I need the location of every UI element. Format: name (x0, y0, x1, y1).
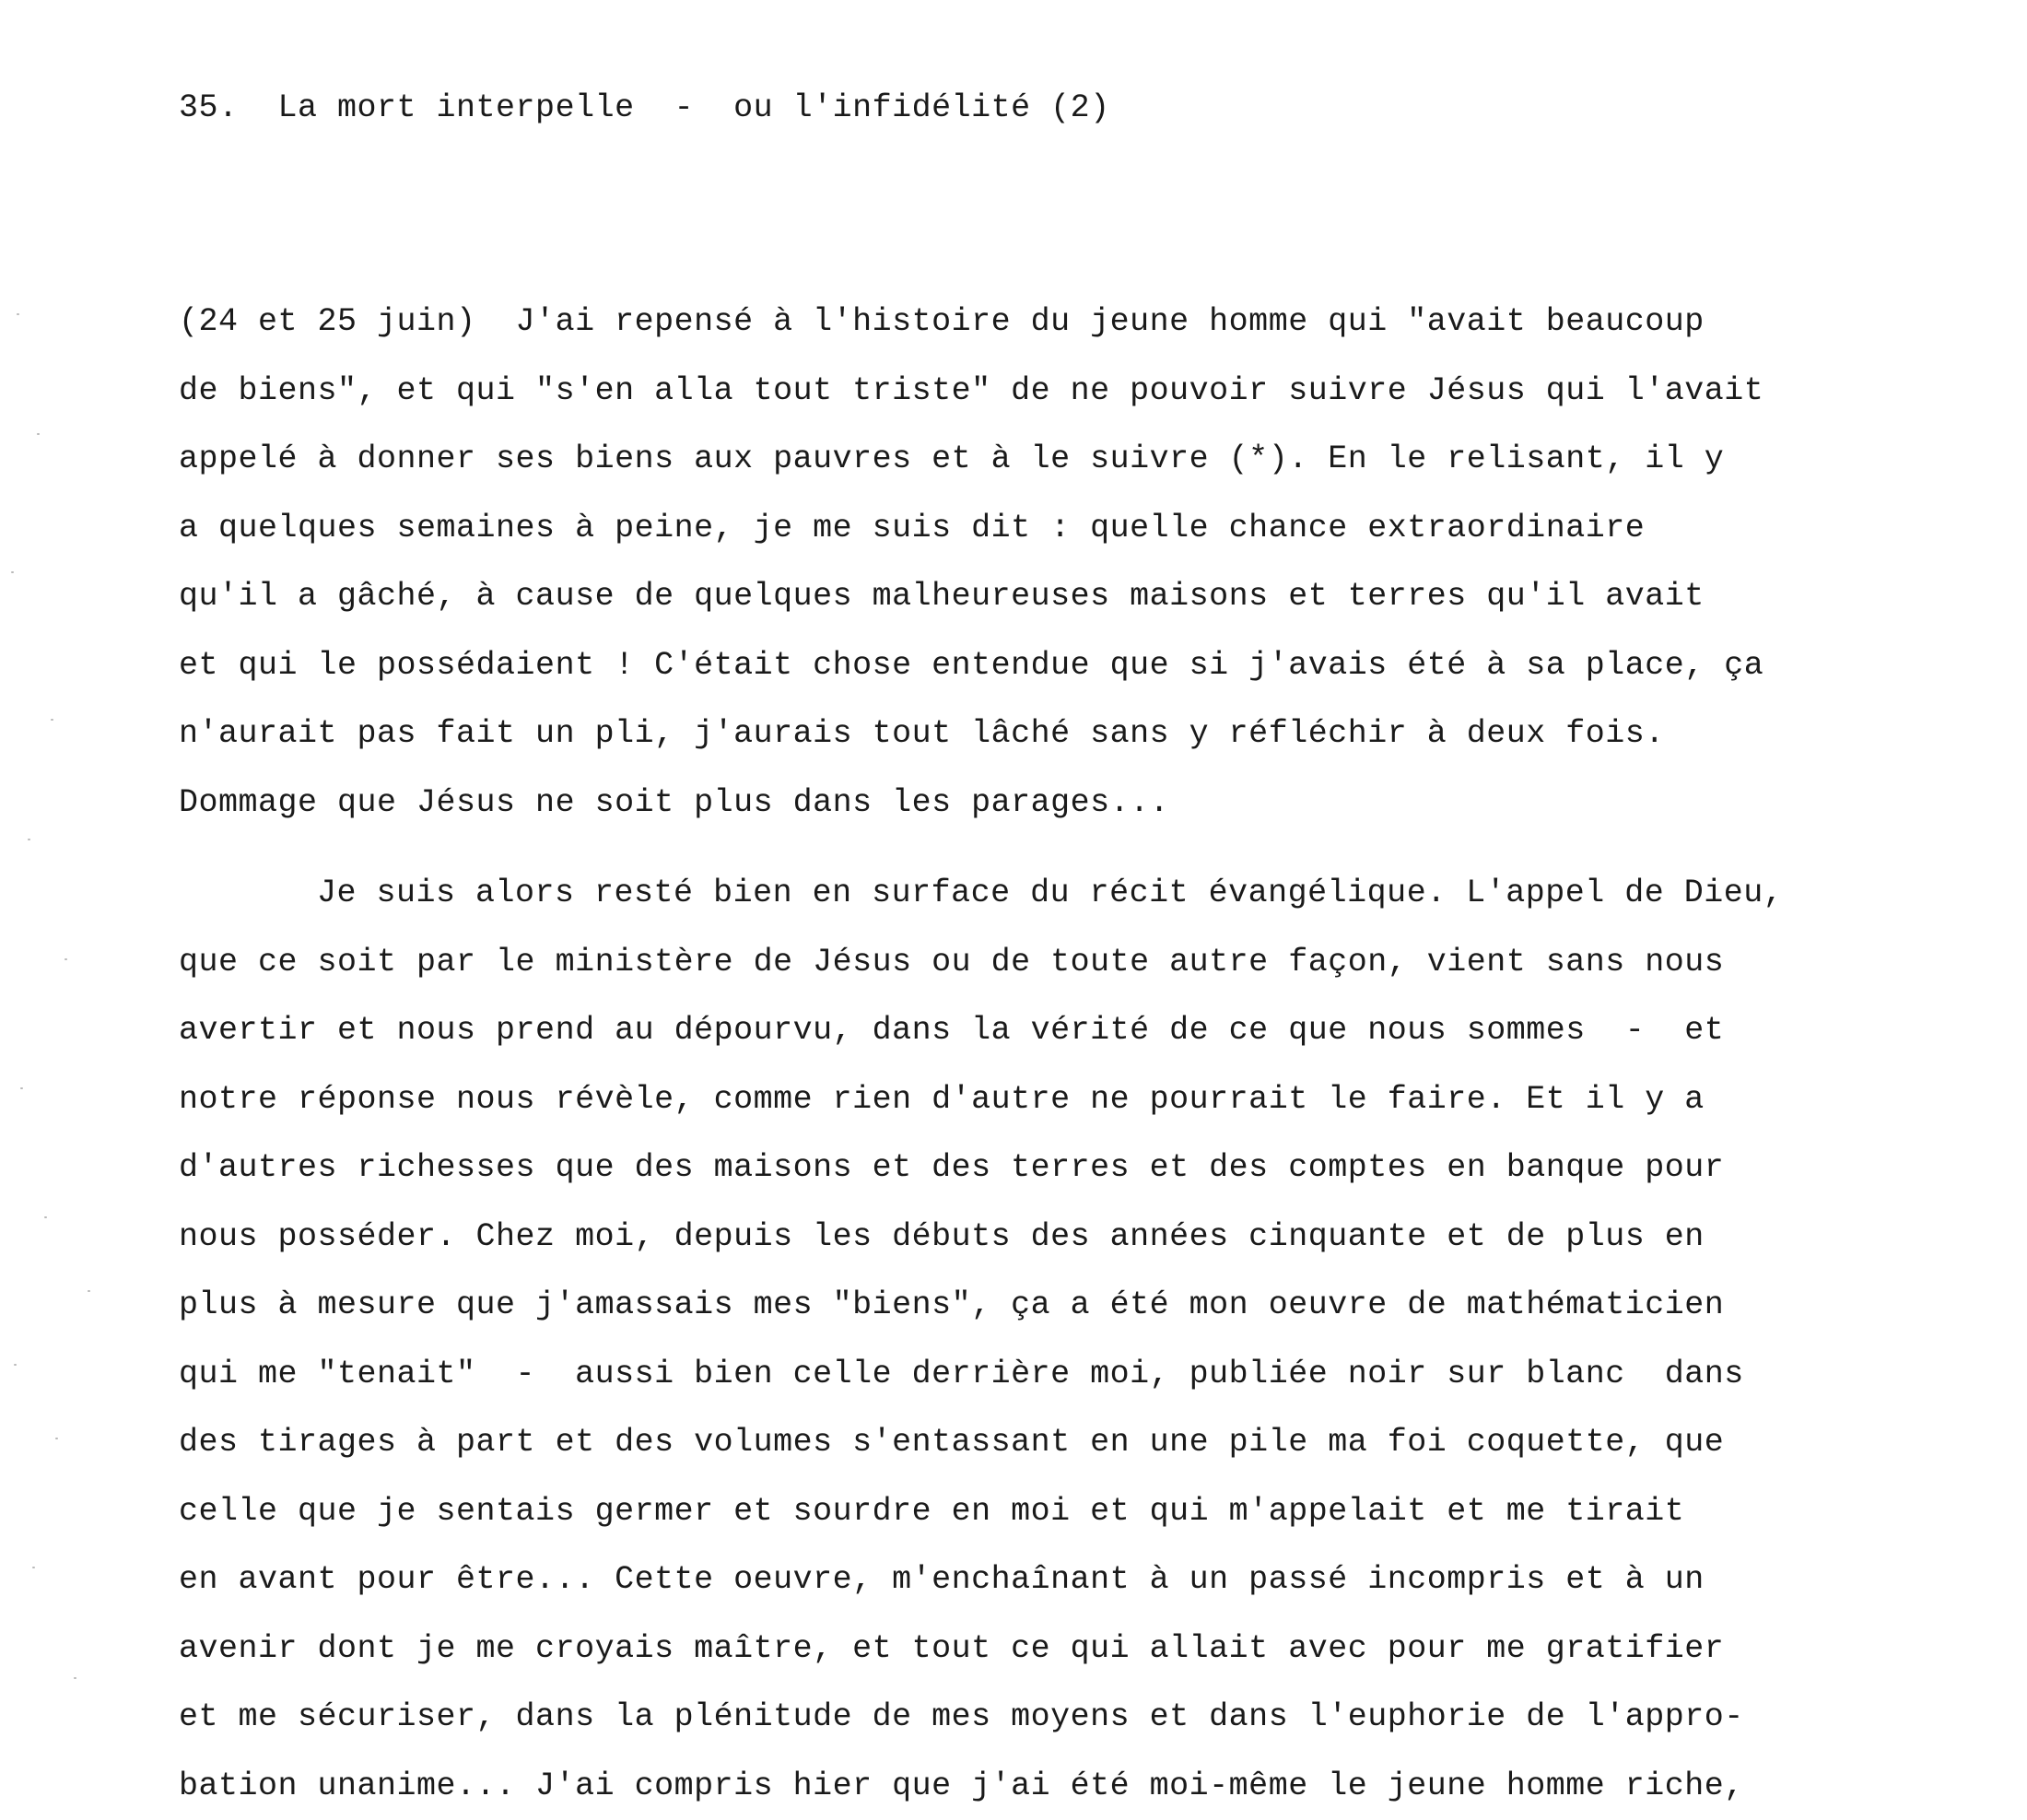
paragraph-1 (179, 288, 2012, 837)
text-line: de biens", et qui "s'en alla tout triste" de ne pouvoir suivre Jésus qui l'avait (179, 357, 2012, 426)
text-line: notre réponse nous révèle, comme rien d'autre ne pourrait le faire. Et il y a (179, 1065, 2012, 1134)
text-line: appelé à donner ses biens aux pauvres et à le suivre (*). En le relisant, il y (179, 425, 2012, 494)
text-line: (24 et 25 juin) J'ai repensé à l'histoire du jeune homme qui "avait beaucoup (179, 288, 2012, 357)
text-line: bation unanime... J'ai compris hier que j'ai été moi-même le jeune homme riche, (179, 1752, 2012, 1820)
text-line: plus à mesure que j'amassais mes "biens", ça a été mon oeuvre de mathématicien (179, 1271, 2012, 1340)
text-line: Je suis alors resté bien en surface du récit évangélique. L'appel de Dieu, (317, 875, 1783, 911)
paragraph-2 (179, 859, 2012, 1820)
text-line: avenir dont je me croyais maître, et tout ce qui allait avec pour me gratifier (179, 1615, 2012, 1684)
text-line: et qui le possédaient ! C'était chose entendue que si j'avais été à sa place, ça (179, 631, 2012, 700)
text-line-indented (179, 859, 2012, 928)
section-heading: 35. La mort interpelle - ou l'infidélité (2) (179, 85, 1110, 131)
text-line: des tirages à part et des volumes s'entassant en une pile ma foi coquette, que (179, 1408, 2012, 1477)
text-line: celle que je sentais germer et sourdre en moi et qui m'appelait et me tirait (179, 1477, 2012, 1546)
text-line: n'aurait pas fait un pli, j'aurais tout lâché sans y réfléchir à deux fois. (179, 699, 2012, 769)
text-line: et me sécuriser, dans la plénitude de mes moyens et dans l'euphorie de l'appro- (179, 1683, 2012, 1752)
text-line: Dommage que Jésus ne soit plus dans les parages... (179, 769, 2012, 838)
text-line: que ce soit par le ministère de Jésus ou de toute autre façon, vient sans nous (179, 928, 2012, 997)
text-line: qui me "tenait" - aussi bien celle derrière moi, publiée noir sur blanc dans (179, 1340, 2012, 1409)
text-line: en avant pour être... Cette oeuvre, m'enchaînant à un passé incompris et à un (179, 1545, 2012, 1615)
text-line: avertir et nous prend au dépourvu, dans la vérité de ce que nous sommes - et (179, 996, 2012, 1065)
text-line: nous posséder. Chez moi, depuis les débuts des années cinquante et de plus en (179, 1203, 2012, 1272)
text-line: d'autres richesses que des maisons et des terres et des comptes en banque pour (179, 1133, 2012, 1203)
scan-margin-specks (0, 0, 111, 1783)
text-line: a quelques semaines à peine, je me suis dit : quelle chance extraordinaire (179, 494, 2012, 563)
paragraph-gap (179, 837, 2012, 859)
document-body (179, 288, 2012, 1820)
text-line: qu'il a gâché, à cause de quelques malheureuses maisons et terres qu'il avait (179, 562, 2012, 631)
